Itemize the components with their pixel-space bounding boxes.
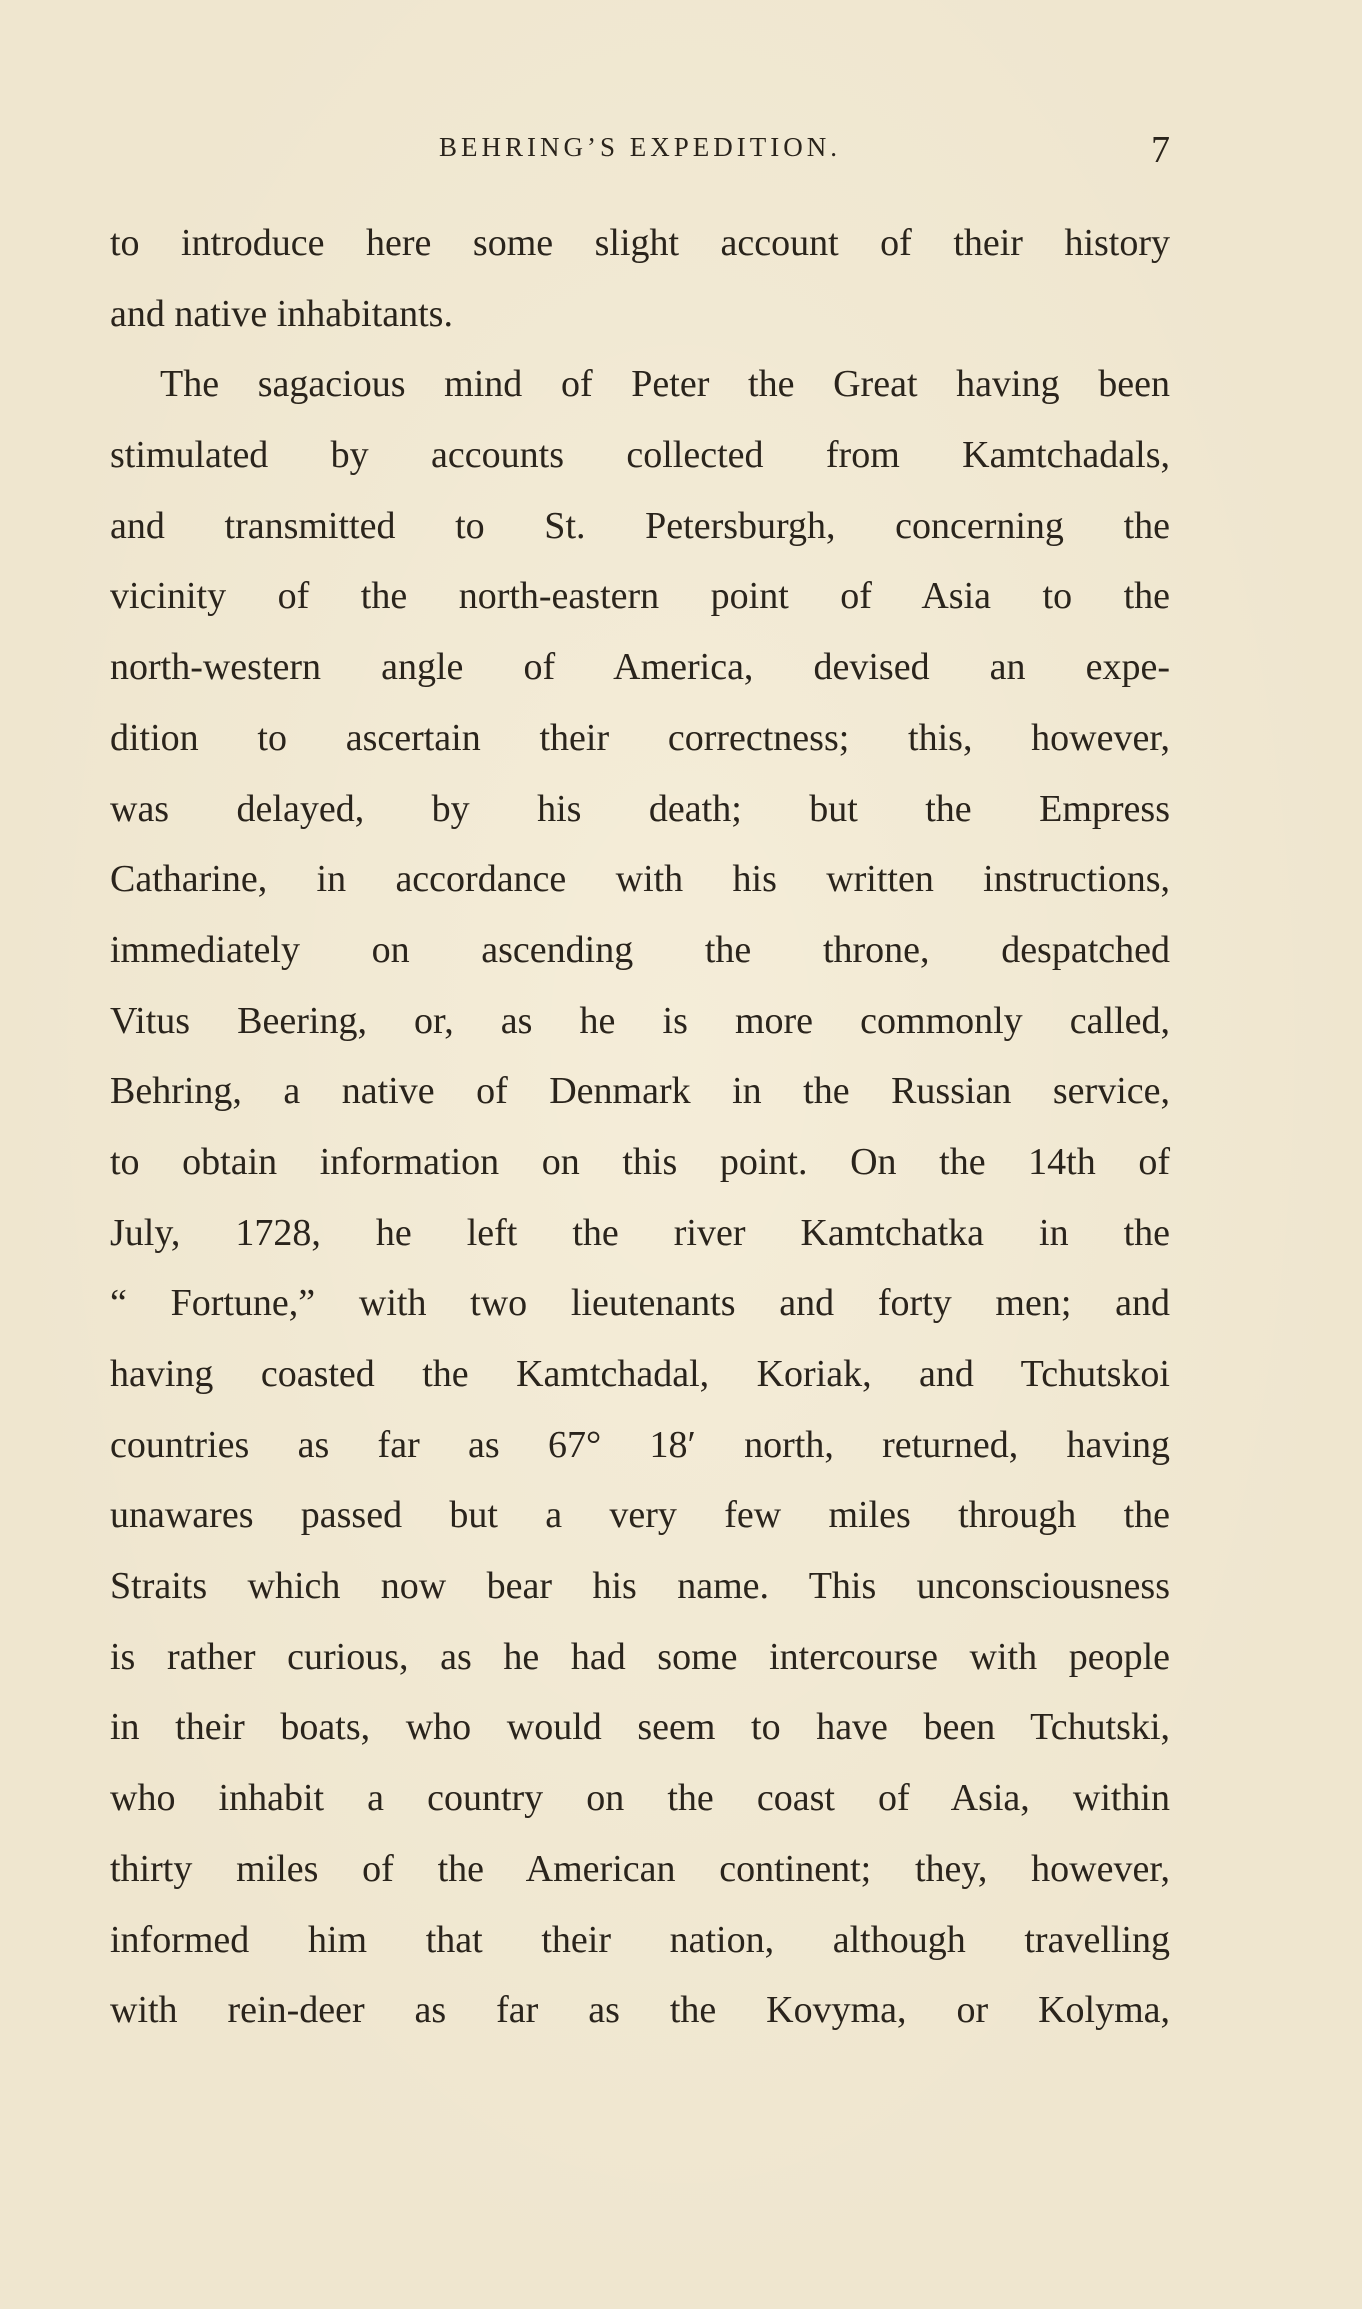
text-line: thirty miles of the American continent; they, however, [110,1847,1170,1890]
text-line: is rather curious, as he had some intercourse with people [110,1635,1170,1678]
text-line: The sagacious mind of Peter the Great having been [160,363,1170,406]
text-line: vicinity of the north-eastern point of Asia to the [110,575,1170,618]
text-line: countries as far as 67° 18′ north, returned, having [110,1423,1170,1466]
text-line: having coasted the Kamtchadal, Koriak, and Tchutskoi [110,1353,1170,1395]
running-title: BEHRING’S EXPEDITION. [439,132,841,162]
text-line: Behring, a native of Denmark in the Russian service, [110,1070,1170,1113]
text-line: north-western angle of America, devised an expe- [110,646,1170,689]
text-line: Vitus Beering, or, as he is more commonly called, [110,999,1170,1042]
text-line: immediately on ascending the throne, despatched [110,928,1170,971]
text-line: unawares passed but a very few miles through the [110,1494,1170,1537]
text-line: with rein-deer as far as the Kovyma, or Kolyma, [110,1989,1170,2032]
page-number: 7 [1151,129,1170,171]
text-line: who inhabit a country on the coast of Asia, within [110,1777,1170,1820]
text-line: Catharine, in accordance with his written instructions, [110,858,1170,901]
text-line: July, 1728, he left the river Kamtchatka in the [110,1211,1170,1254]
text-line: dition to ascertain their correctness; this, however, [110,716,1170,759]
text-line: Straits which now bear his name. This unconsciousness [110,1565,1170,1608]
body-text [110,208,1170,2046]
text-line: to introduce here some slight account of their history [110,222,1170,264]
text-line: in their boats, who would seem to have been Tchutski, [110,1706,1170,1749]
text-line: to obtain information on this point. On the 14th of [110,1140,1170,1183]
text-line: “ Fortune,” with two lieutenants and forty men; and [110,1282,1170,1325]
text-line: and native inhabitants. [110,292,453,335]
text-line: informed him that their nation, although travelling [110,1918,1170,1961]
running-head [110,128,1170,171]
text-line: and transmitted to St. Petersburgh, concerning the [110,504,1170,547]
text-line: was delayed, by his death; but the Empress [110,787,1170,830]
text-line: stimulated by accounts collected from Kamtchadals, [110,434,1170,477]
